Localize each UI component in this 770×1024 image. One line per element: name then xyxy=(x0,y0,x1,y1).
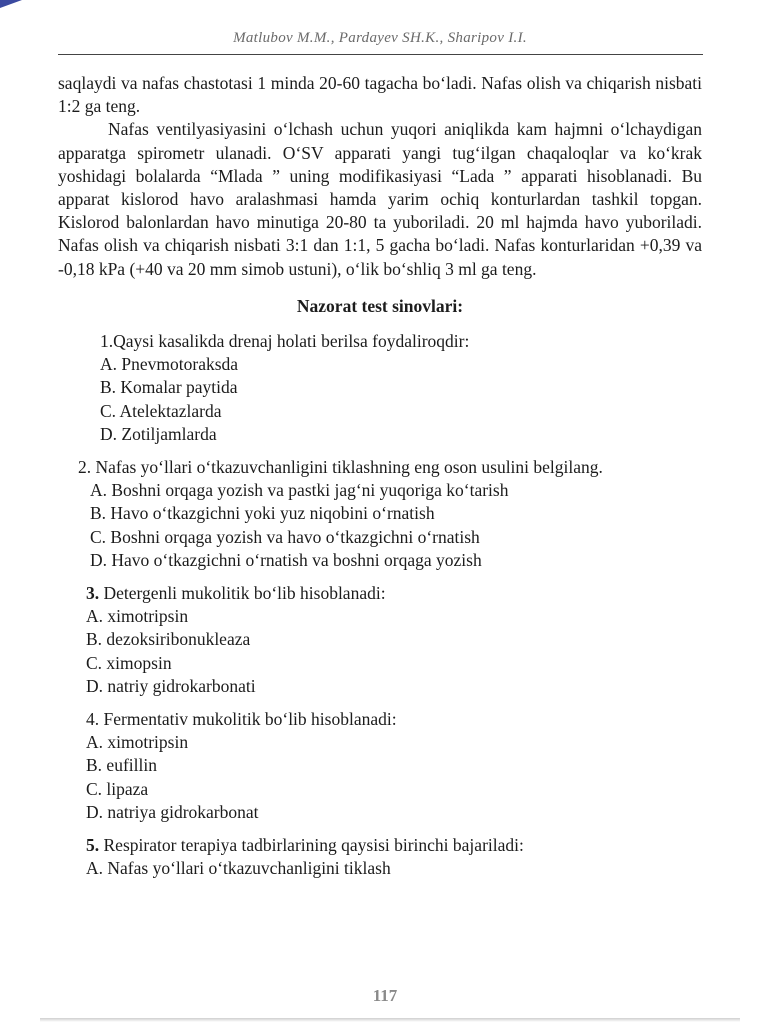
question-2 xyxy=(48,456,702,572)
question-5-body: Respirator terapiya tadbirlarining qaysisi birinchi bajariladi: xyxy=(103,835,524,856)
question-3-body: Detergenli mukolitik bo‘lib hisoblanadi: xyxy=(103,583,386,604)
question-4-option-b: B. eufillin xyxy=(86,755,157,776)
question-2-option-d: D. Havo o‘tkazgichni o‘rnatish va boshni orqaga yozish xyxy=(90,549,482,570)
question-1-option-b: B. Komalar paytida xyxy=(100,377,238,398)
header-rule xyxy=(58,54,703,55)
paragraph-continuation: saqlaydi va nafas chastotasi 1 minda 20-60 tagacha bo‘ladi. Nafas olish va chiqarish nisbati 1:2 ga teng. xyxy=(58,73,702,117)
corner-mark xyxy=(0,0,22,8)
question-1-text xyxy=(58,330,702,353)
question-3 xyxy=(58,582,702,698)
question-4-option-d: D. natriya gidrokarbonat xyxy=(86,801,259,822)
question-1-body: Qaysi kasalikda drenaj holati berilsa foydaliroqdir: xyxy=(113,331,470,352)
paragraph-spirometry: Nafas ventilyasiyasini o‘lchash uchun yuqori aniqlikda kam hajmni o‘lchaydigan apparatga spirometr ulanadi. O‘SV apparati yangi tug‘ilgan chaqaloqlar va ko‘krak yoshidagi bolalarda “Mlada ” uning modifikasiyasi “Lada ” apparati hisoblanadi. Bu apparat kislorod havo aralashmasi hamda yarim ochiq konturlardan tashkil topgan. Kislorod balonlardan havo minutiga 20-80 ta yuboriladi. 20 ml hajmda havo yuboriladi. Nafas olish va chiqarish nisbati 3:1 dan 1:1, 5 gacha bo‘ladi. Nafas konturlaridan +0,39 va -0,18 kPa (+40 va 20 mm simob ustuni), o‘lik bo‘shliq 3 ml ga teng. xyxy=(58,119,702,279)
question-4-option-a: A. ximotripsin xyxy=(86,732,189,753)
question-4-option-c: C. lipaza xyxy=(86,778,149,799)
question-3-text xyxy=(58,582,702,605)
page-content xyxy=(58,72,702,891)
question-5 xyxy=(58,834,702,880)
question-3-option-a: A. ximotripsin xyxy=(86,606,189,627)
question-2-number: 2. xyxy=(78,457,92,478)
question-2-option-c: C. Boshni orqaga yozish va havo o‘tkazgichni o‘rnatish xyxy=(90,526,480,547)
question-5-number: 5. xyxy=(86,835,100,856)
question-1-option-a: A. Pnevmotoraksda xyxy=(100,354,239,375)
question-4 xyxy=(58,708,702,824)
question-1-options xyxy=(58,353,702,446)
question-5-option-a: A. Nafas yo‘llari o‘tkazuvchanligini tiklash xyxy=(86,858,391,879)
question-5-text xyxy=(58,834,702,857)
question-4-options xyxy=(58,731,702,824)
question-1 xyxy=(58,330,702,446)
question-5-options xyxy=(58,857,702,880)
question-3-option-c: C. ximopsin xyxy=(86,652,172,673)
question-2-text xyxy=(48,456,702,479)
section-title: Nazorat test sinovlari: xyxy=(296,295,464,316)
question-3-option-b: B. dezoksiribonukleaza xyxy=(86,629,251,650)
question-4-body: Fermentativ mukolitik bo‘lib hisoblanadi: xyxy=(103,709,397,730)
question-3-options xyxy=(58,605,702,698)
question-1-number: 1. xyxy=(100,331,114,352)
page-number: 117 xyxy=(372,986,398,1005)
question-4-number: 4. xyxy=(86,709,100,730)
question-3-number: 3. xyxy=(86,583,100,604)
question-2-body: Nafas yo‘llari o‘tkazuvchanligini tiklashning eng oson usulini belgilang. xyxy=(95,457,603,478)
question-2-options xyxy=(48,479,702,572)
question-2-option-b: B. Havo o‘tkazgichni yoki yuz niqobini o‘rnatish xyxy=(90,503,435,524)
question-1-option-c: C. Atelektazlarda xyxy=(100,400,222,421)
question-1-option-d: D. Zotiljamlarda xyxy=(100,423,217,444)
question-3-option-d: D. natriy gidrokarbonati xyxy=(86,675,256,696)
running-header: Matlubov M.M., Pardayev SH.K., Sharipov I.I. xyxy=(233,30,527,46)
question-2-option-a: A. Boshni orqaga yozish va pastki jag‘ni yuqoriga ko‘tarish xyxy=(90,480,509,501)
question-4-text xyxy=(58,708,702,731)
page-bottom-edge xyxy=(40,1018,740,1022)
